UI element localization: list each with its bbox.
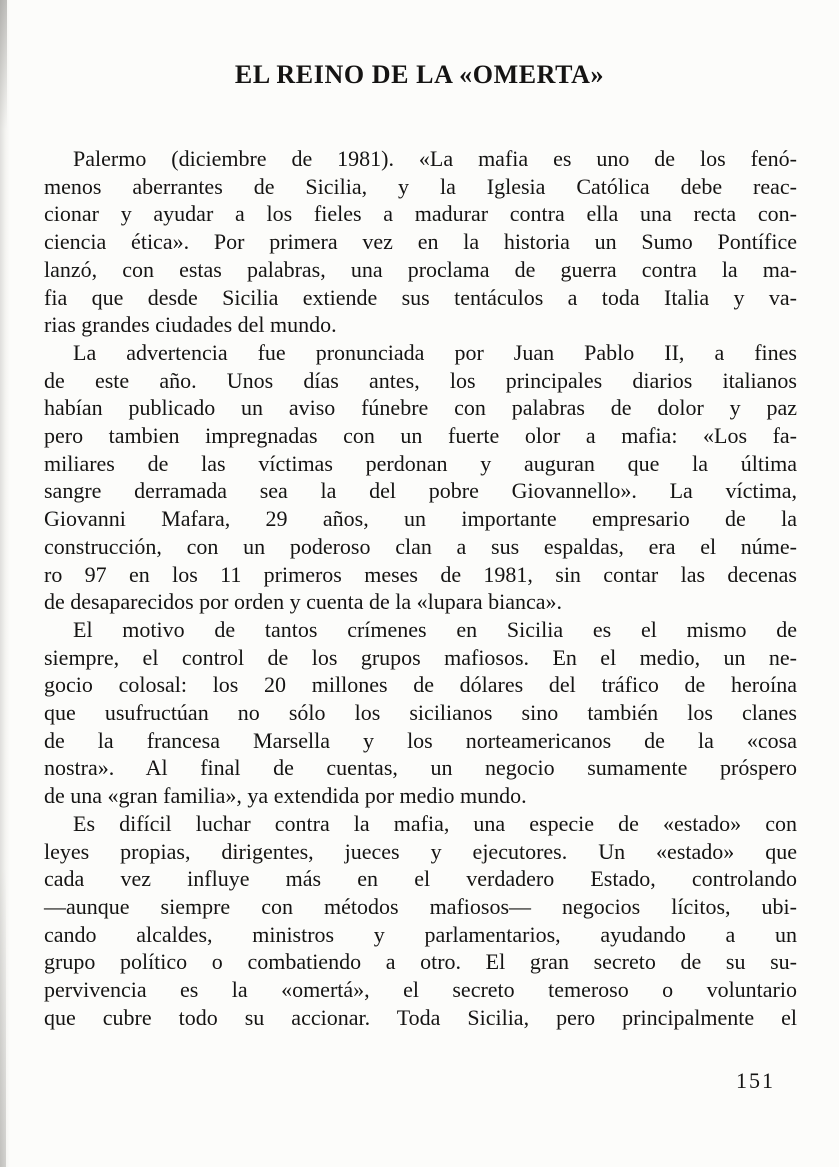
- paragraph: [44, 810, 797, 1032]
- text-line: que cubre todo su accionar. Toda Sicilia, pero principalmente el: [44, 1004, 797, 1030]
- text-line: de una «gran familia», ya extendida por medio mundo.: [44, 783, 527, 809]
- text-line: nostra». Al final de cuentas, un negocio sumamente próspero: [44, 755, 797, 781]
- text-line: pero tambien impregnadas con un fuerte olor a mafia: «Los fa-: [44, 423, 797, 449]
- text-line: cionar y ayudar a los fieles a madurar contra ella una recta con-: [44, 201, 797, 227]
- text-line: pervivencia es la «omertá», el secreto temeroso o voluntario: [44, 977, 797, 1003]
- text-line: grupo político o combatiendo a otro. El gran secreto de su su-: [44, 949, 797, 975]
- text-line: de este año. Unos días antes, los principales diarios italianos: [44, 367, 797, 393]
- text-line: habían publicado un aviso fúnebre con palabras de dolor y paz: [44, 395, 797, 421]
- text-line: miliares de las víctimas perdonan y auguran que la última: [44, 450, 797, 476]
- text-line: Palermo (diciembre de 1981). «La mafia es uno de los fenó-: [73, 146, 797, 171]
- text-line: —aunque siempre con métodos mafiosos— negocios lícitos, ubi-: [44, 893, 797, 919]
- text-line: sangre derramada sea la del pobre Giovannello». La víctima,: [44, 478, 797, 504]
- paragraph: [44, 616, 797, 810]
- page-title: EL REINO DE LA «OMERTA»: [234, 60, 605, 89]
- text-line: ciencia ética». Por primera vez en la historia un Sumo Pontífice: [44, 229, 797, 255]
- text-line: que usufructúan no sólo los sicilianos sino también los clanes: [44, 700, 797, 726]
- body-text: [44, 145, 797, 1032]
- text-line: Giovanni Mafara, 29 años, un importante empresario de la: [44, 506, 797, 532]
- page-number: 151: [736, 1068, 775, 1093]
- text-line: rias grandes ciudades del mundo.: [44, 312, 337, 338]
- scan-edge-smudge-bottom: [0, 867, 6, 1167]
- text-line: fia que desde Sicilia extiende sus tentáculos a toda Italia y va-: [44, 284, 797, 310]
- text-line: leyes propias, dirigentes, jueces y ejecutores. Un «estado» que: [44, 838, 797, 864]
- text-line: siempre, el control de los grupos mafiosos. En el medio, un ne-: [44, 644, 797, 670]
- text-line: de desaparecidos por orden y cuenta de la «lupara bianca».: [44, 589, 562, 615]
- text-line: menos aberrantes de Sicilia, y la Iglesia Católica debe reac-: [44, 173, 797, 199]
- text-line: ro 97 en los 11 primeros meses de 1981, sin contar las decenas: [44, 561, 797, 587]
- text-line: construcción, con un poderoso clan a sus espaldas, era el núme-: [44, 533, 797, 559]
- scan-edge: [0, 0, 10, 1167]
- text-line: gocio colosal: los 20 millones de dólares del tráfico de heroína: [44, 672, 797, 698]
- paragraph: [44, 145, 797, 339]
- text-line: Es difícil luchar contra la mafia, una especie de «estado» con: [73, 810, 797, 836]
- text-line: lanzó, con estas palabras, una proclama de guerra contra la ma-: [44, 256, 797, 282]
- paragraph: [44, 339, 797, 616]
- text-line: cando alcaldes, ministros y parlamentarios, ayudando a un: [44, 921, 797, 947]
- text-line: El motivo de tantos crímenes en Sicilia es el mismo de: [73, 616, 797, 642]
- text-line: La advertencia fue pronunciada por Juan Pablo II, a fines: [73, 339, 797, 365]
- text-line: de la francesa Marsella y los norteamericanos de la «cosa: [44, 727, 797, 753]
- text-line: cada vez influye más en el verdadero Estado, controlando: [44, 866, 797, 892]
